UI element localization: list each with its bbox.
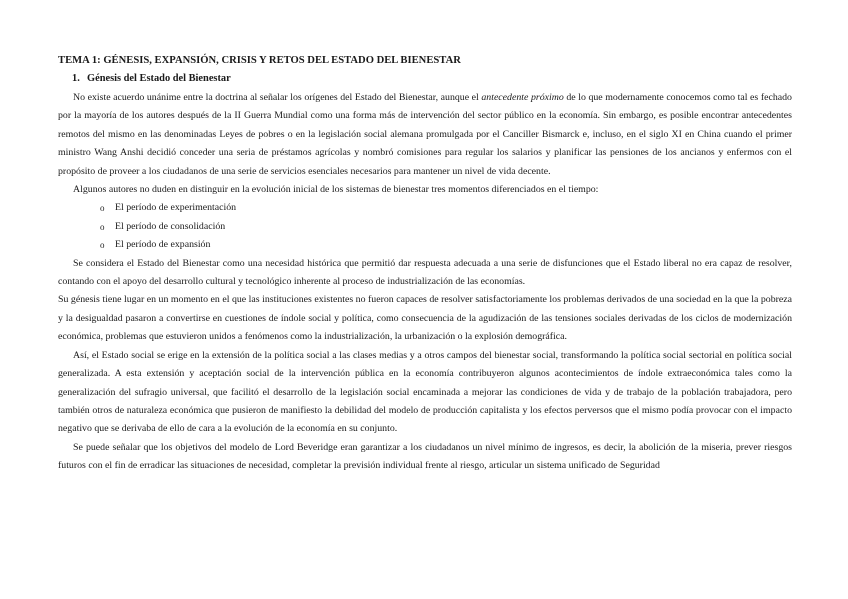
paragraph-origins-part2: de lo que modernamente conocemos como tal es fechado por la mayoría de los autores después de la II Guerra Mundial como una forma más de intervención del sector público en la economía. Sin embargo, es posible encontrar antecedentes remotos del mismo en las denominadas Leyes de pobres o en la legislación social alemana promulgada por el Canciller Bismarck e, incluso, en el siglo XI en China cuando el primer ministro Wang Anshi decidió conceder una seria de préstamos agrícolas y nombró comisiones para regular los salarios y planificar las pensiones de los ancianos y enfermos con el propósito de proveer a los ciudadanos de una serie de servicios esenciales necesarios para mantener un nivel de vida decente. [58,92,792,177]
paragraph-stages-intro: Algunos autores no duden en distinguir en la evolución inicial de los sistemas de bienestar tres momentos diferenciados en el tiempo: [73,184,599,196]
list-item-text: El período de expansión [115,239,211,251]
stages-list [58,199,792,254]
bullet-marker: o [100,203,105,214]
paragraph-historical-necessity: Se considera el Estado del Bienestar como una necesidad histórica que permitió dar respuesta adecuada a una serie de disfunciones que el Estado liberal no era capaz de resolver, contando con el apoyo del desarrollo cultural y tecnológico inherente al proceso de industrialización de las economías. [58,257,792,288]
paragraph-beveridge: Se puede señalar que los objetivos del modelo de Lord Beveridge eran garantizar a los ciudadanos un nivel mínimo de ingresos, es decir, la abolición de la miseria, prever riesgos futuros con el fin de erradicar las situaciones de necesidad, completar la previsión individual frente al riesgo, articular un sistema unificado de Seguridad [58,441,792,472]
list-item-text: El período de consolidación [115,220,226,232]
paragraph-genesis: Su génesis tiene lugar en un momento en el que las instituciones existentes no fueron capaces de resolver satisfactoriamente los problemas derivados de una sociedad en la que la pobreza y la desigualdad pasaron a convertirse en cuestiones de índole social y política, como consecuencia de la agudización de las tensiones sociales derivadas de los ciclos de modernización económica, problemas que estuvieron unidos a fenómenos como la industrialización, la urbanización o la explosión demográfica. [58,294,792,343]
list-item [100,218,792,236]
section-heading [72,72,792,85]
document-title: TEMA 1: GÉNESIS, EXPANSIÓN, CRISIS Y RETOS DEL ESTADO DEL BIENESTAR [58,55,461,66]
bullet-marker: o [100,240,105,251]
list-item-text: El período de experimentación [115,202,237,214]
paragraph-origins-part1: No existe acuerdo unánime entre la doctrina al señalar los orígenes del Estado del Bienestar, aunque el [73,92,482,103]
paragraph-origins-emphasis: antecedente próximo [481,92,564,103]
paragraph-origins [58,89,792,181]
section-heading-text: Génesis del Estado del Bienestar [87,73,231,84]
list-item [100,199,792,217]
paragraph-social-state: Así, el Estado social se erige en la extensión de la política social a las clases medias y a otros campos del bienestar social, transformando la política social sectorial en política social generalizada. A esta extensión y aceptación social de la intervención pública en la economía contribuyeron algunos acontecimientos de índole extraeconómica tales como la generalización del sufragio universal, que facilitó el desarrollo de la legislación social encaminada a mejorar las condiciones de vida y de trabajo de la población trabajadora, pero también otros de naturaleza económica que pusieron de manifiesto la debilidad del modelo de producción capitalista y los efectos perversos que el mismo podía provocar con el impacto negativo que se derivaba de ello de cara a la evolución de la economía en su conjunto. [58,349,792,435]
list-item [100,236,792,254]
section-number: 1. [72,73,80,84]
bullet-marker: o [100,221,105,232]
